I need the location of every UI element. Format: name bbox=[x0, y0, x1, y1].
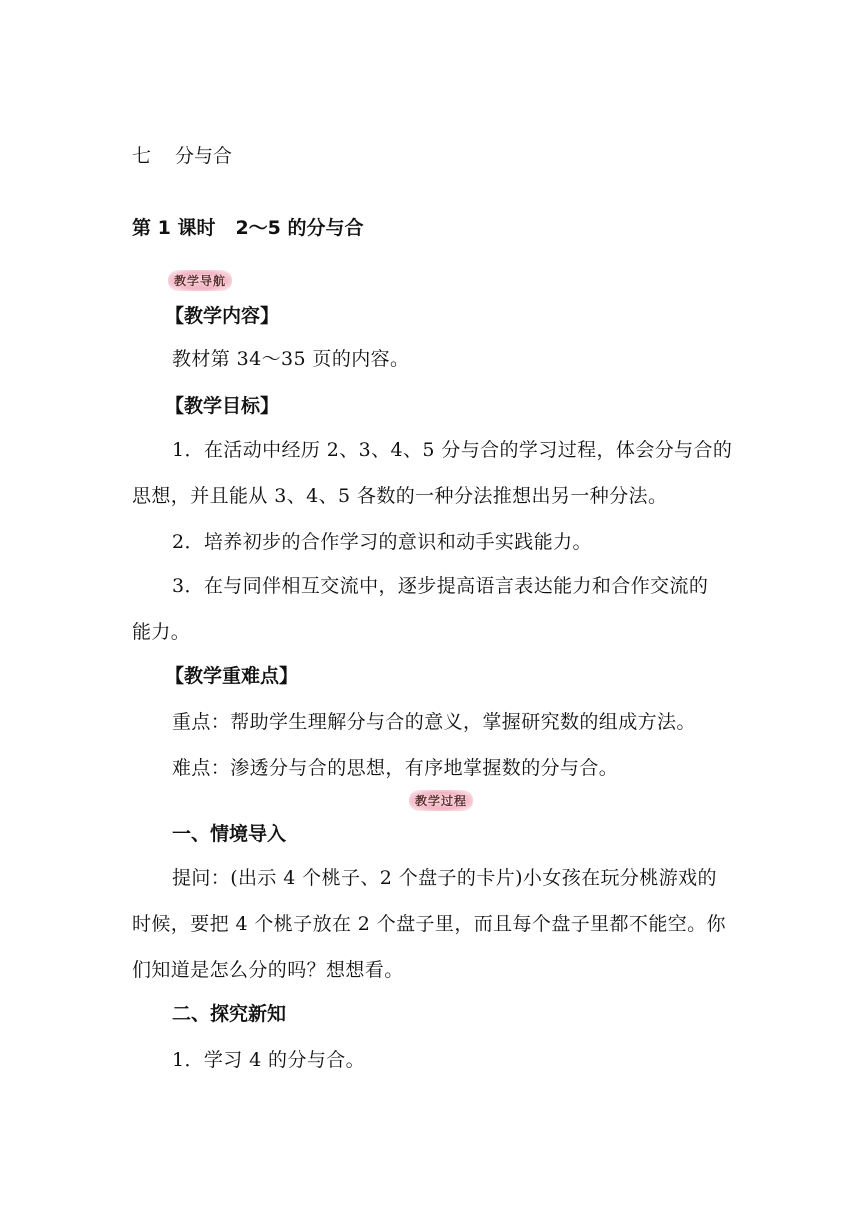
goal2: 2．培养初步的合作学习的意识和动手实践能力。 bbox=[172, 531, 592, 553]
goal1-line1: 1．在活动中经历 2、3、4、5 分与合的学习过程，体会分与合的 bbox=[172, 439, 733, 461]
intro-line2: 时候，要把 4 个桃子放在 2 个盘子里，而且每个盘子里都不能空。你 bbox=[132, 913, 726, 935]
chapter-title: 分与合 bbox=[175, 145, 233, 167]
teaching-process-badge: 教学过程 bbox=[409, 790, 473, 811]
goal3-line2: 能力。 bbox=[132, 621, 191, 643]
goal1-line2: 思想，并且能从 3、4、5 各数的一种分法推想出另一种分法。 bbox=[132, 485, 668, 507]
content-text: 教材第 34～35 页的内容。 bbox=[172, 348, 410, 370]
intro-line3: 们知道是怎么分的吗？想想看。 bbox=[132, 959, 404, 981]
lesson-label: 第 1 课时 bbox=[132, 217, 216, 239]
intro-heading: 一、情境导入 bbox=[172, 823, 287, 845]
teaching-guide-badge: 教学导航 bbox=[168, 270, 232, 291]
lesson-title: 2～5 的分与合 bbox=[235, 217, 364, 239]
key-point: 重点：帮助学生理解分与合的意义，掌握研究数的组成方法。 bbox=[172, 711, 696, 733]
chapter-heading bbox=[132, 147, 232, 166]
goal3-line1: 3．在与同伴相互交流中，逐步提高语言表达能力和合作交流的 bbox=[172, 575, 709, 597]
keypoints-heading: 【教学重难点】 bbox=[165, 665, 299, 687]
explore-heading: 二、探究新知 bbox=[172, 1003, 287, 1025]
intro-line1: 提问：(出示 4 个桃子、2 个盘子的卡片)小女孩在玩分桃游戏的 bbox=[172, 867, 717, 889]
content-heading: 【教学内容】 bbox=[165, 305, 280, 327]
difficult-point: 难点：渗透分与合的思想，有序地掌握数的分与合。 bbox=[172, 757, 619, 779]
lesson-heading bbox=[132, 219, 364, 238]
chapter-number: 七 bbox=[132, 145, 152, 167]
explore-item1: 1．学习 4 的分与合。 bbox=[172, 1049, 366, 1071]
goals-heading: 【教学目标】 bbox=[165, 395, 280, 417]
